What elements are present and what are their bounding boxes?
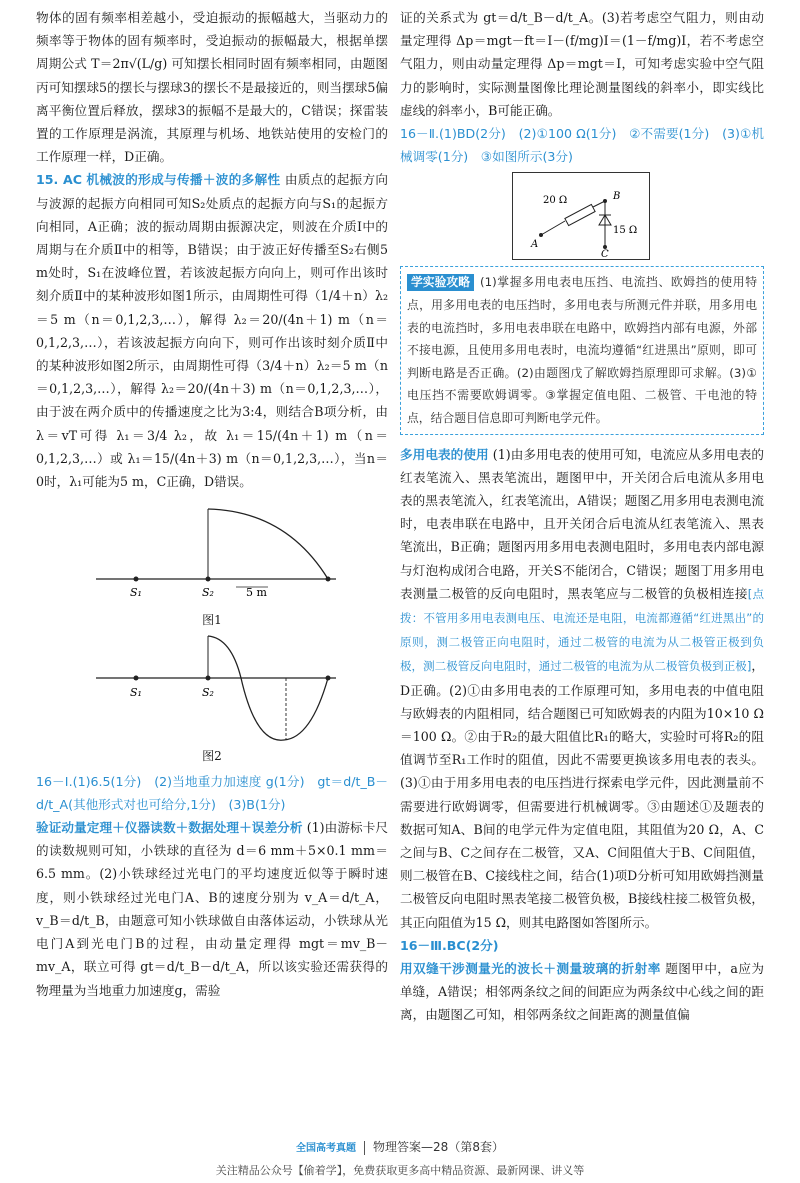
q16iii-answer: 16－Ⅲ.BC(2分) — [400, 937, 499, 953]
q16iii-explanation: 题图甲中，a应为单缝，A错误；相邻两条纹之间的间距应为两条纹中心线之间的距离，由题图乙可知，相邻两条纹之间距离的测量值偏 — [400, 961, 764, 1023]
fig1-caption: 图1 — [202, 613, 222, 628]
q16ii-explanation: (1)由多用电表的使用可知，电流应从多用电表的红表笔流入、黑表笔流出，题图甲中，开关闭合后电流从多用电表的黑表笔流入，红表笔流出，A错误；题图乙用多用电表测电流时，电表串联在电路中，且开关闭合后电流从红表笔流入、黑表笔流出，B正确；题图丙用多用电表测电阻时，多用电表内部电源与灯泡构成闭合电路，开关S不能闭合，C错误；题图丁用多用电表测量二极管的反向电阻时，黑表笔应与二极管的负极相连接 — [400, 446, 765, 601]
fig1-s2: S₂ — [202, 586, 214, 600]
fig2-s2: S₂ — [202, 686, 214, 700]
q16i-topic: 验证动量定理＋仪器读数＋数据处理＋误差分析 — [36, 820, 303, 836]
strategy-tag: 学实验攻略 — [407, 274, 474, 291]
strategy-box — [400, 266, 764, 434]
q16iii-block — [400, 957, 764, 1027]
right-column — [400, 6, 764, 1027]
q15-topic: 机械波的形成与传播＋波的多解性 — [86, 172, 281, 188]
fig2-caption: 图2 — [202, 748, 222, 763]
footer-page-title: 物理答案—28（第8套） — [373, 1140, 504, 1154]
footer-logo: 全国高考真题 — [296, 1143, 357, 1154]
circuit-diode-label: 15 Ω — [613, 225, 638, 237]
page-footer — [0, 1138, 800, 1155]
strategy-text: (1)掌握多用电表电压挡、电流挡、欧姆挡的使用特点，用多用电表的电压挡时，多用电表与所测元件并联，用多用电表的电流挡时，多用电表串联在电路中，欧姆挡内部有电源，外部不接电源，且使用多用电表时，电流均遵循“红进黑出”原则，即可判断电路是否正确。(2)由题图戊了解欧姆挡原理即可求解。(3)①电压挡不需要欧姆调零。③掌握定值电阻、二极管、干电池的特点，结合题目信息即可判断电学元件。 — [407, 275, 757, 425]
q16ii-topic: 多用电表的使用 — [400, 446, 489, 462]
fig1-s1: S₁ — [130, 586, 142, 600]
q16ii-explanation-2: ，D正确。(2)①由多用电表的工作原理可知，多用电表的中值电阻与欧姆表的内阻相同，结合题图已可知欧姆表的内阻为10×10 Ω＝100 Ω。②由于R₂的最大阻值比R₁的略大，实验时可将R₂的阻值调节至R₁工作时的阻值，因此不需要更换该多用电表的表头。(3)①由于用多用电表的电压挡进行探索电学元件，因此测量前不需要进行欧姆调零，但需要进行机械调零。③由题述①及题表的数据可知A、B间的电学元件为定值电阻，其阻值为20 Ω，A、C之间与B、C之间存在二极管，又A、C间阻值大于B、C间阻值，则二极管在B、C接线柱之间，结合(1)项D分析可知用欧姆挡测量二极管反向电阻时黑表笔接二极管负极，B接线柱接二极管负极，其正向阻值为15 Ω，则其电路图如答图所示。 — [400, 658, 764, 930]
q16iii-topic: 用双缝干涉测量光的波长＋测量玻璃的折射率 — [400, 961, 661, 977]
q16ii-note: [点拨：不管用多用电表测电压、电流还是电阻，电流都遵循“红进黑出”的原则，测二极管正向电阻时，通过二极管的电流为从二极管正极到负极，测二极管反向电阻时，通过二极管的电流为从二极管负极到正极] — [400, 586, 764, 674]
figure-1 — [36, 499, 388, 628]
circuit-terminal-b: B — [613, 191, 621, 203]
continuation-paragraph: 证的关系式为 gt＝d/t_B－d/t_A。(3)若考虑空气阻力，则由动量定理得 Δp＝mgt－ft＝I－(f/mg)I＝(1－f/mg)I，若不考虑空气阻力，则由动量定理得 Δp＝mgt＝I，可知考虑实验中空气阻力的影响时，实际测量图像比理论测量图线的斜率小，即实线比虚线的斜率小，B可能正确。 — [400, 10, 764, 118]
q16ii-block — [400, 443, 764, 934]
answer-circuit — [513, 173, 649, 259]
q15-answer: 15. AC — [36, 172, 83, 188]
wave-figure-1 — [36, 499, 388, 609]
footer-note: 关注精品公众号【偷着学】，免费获取更多高中精品资源、最新网课、讲义等 — [215, 1164, 585, 1177]
intro-paragraph: 物体的固有频率相差越小，受迫振动的振幅越大，当驱动力的频率等于物体的固有频率时，受迫振动的振幅最大，根据单摆周期公式 T＝2π√(L/g) 可知摆长相同时固有频率相同，由题图丙可知摆球5的摆长与摆球3的摆长不是最接近的，则当摆球5偏离平衡位置后释放，摆球3的振幅不是最大的，C错误；探雷装置的工作原理是涡流，其原理与机场、地铁站使用的安检门的工作原理一样，D正确。 — [36, 10, 388, 165]
q15-block — [36, 168, 388, 493]
circuit-terminal-c: C — [601, 249, 609, 260]
q15-explanation: 由质点的起振方向与波源的起振方向相同可知S₂处质点的起振方向与S₁的起振方向相同，A正确；波的振动周期由振源决定，则波在介质Ⅰ中的周期与在介质Ⅱ中的相等，B错误；由于波正好传播至S₂右侧5 m处时，S₁在波峰位置，若该波起振方向向上，则可作出该时刻介质Ⅱ中的某种波形如图1所示，由周期性可得（1/4＋n）λ₂＝5 m（n＝0,1,2,3,…），解得 λ₂＝20/(4n＋1) m（n＝0,1,2,3,…），若该波起振方向向下，则可作出该时刻介质Ⅱ中的某种波形如图2所示，由周期性可得（3/4＋n）λ₂＝5 m（n＝0,1,2,3,…），解得 λ₂＝20/(4n＋3) m（n＝0,1,2,3,…），由于波在两介质中的传播速度之比为3:4，则结合B项分析，由λ＝vT可得 λ₁＝3/4 λ₂，故 λ₁＝15/(4n＋1) m（n＝0,1,2,3,…）或 λ₁＝15/(4n＋3) m（n＝0,1,2,3,…），当n＝0时，λ₁可能为5 m，C正确，D错误。 — [36, 172, 389, 490]
q16i-answer: 16－Ⅰ.(1)6.5(1分) (2)当地重力加速度 g(1分) gt＝d/t_B－d/t_A(其他形式对也可给分,1分) (3)B(1分) — [36, 773, 388, 812]
figure-2 — [36, 634, 388, 763]
q16i-explanation: (1)由游标卡尺的读数规则可知，小铁球的直径为 d＝6 mm＋5×0.1 mm＝6.5 mm。(2)小铁球经过光电门的平均速度近似等于瞬时速度，则小铁球经过光电门A、B的速度分别为 v_A＝d/t_A，v_B＝d/t_B，由题意可知小铁球做自由落体运动，小铁球从光电门A到光电门B的过程，由动量定理得 mgt＝mv_B－mv_A，联立可得 gt＝d/t_B－d/t_A，所以该实验还需获得的物理量为当地重力加速度g，需验 — [36, 820, 388, 998]
circuit-terminal-a: A — [531, 239, 539, 251]
circuit-resistor-label: 20 Ω — [543, 195, 568, 207]
left-column — [36, 6, 388, 1002]
fig2-s1: S₁ — [130, 686, 142, 700]
q16i-block — [36, 816, 388, 1002]
q16ii-answer: 16－Ⅱ.(1)BD(2分) (2)①100 Ω(1分) ②不需要(1分) (3)①机械调零(1分) ③如图所示(3分) — [400, 126, 764, 165]
circuit-diagram — [512, 172, 650, 260]
footer-divider — [364, 1141, 365, 1155]
wave-figure-2 — [36, 634, 388, 744]
fig1-distance: 5 m — [246, 586, 267, 600]
